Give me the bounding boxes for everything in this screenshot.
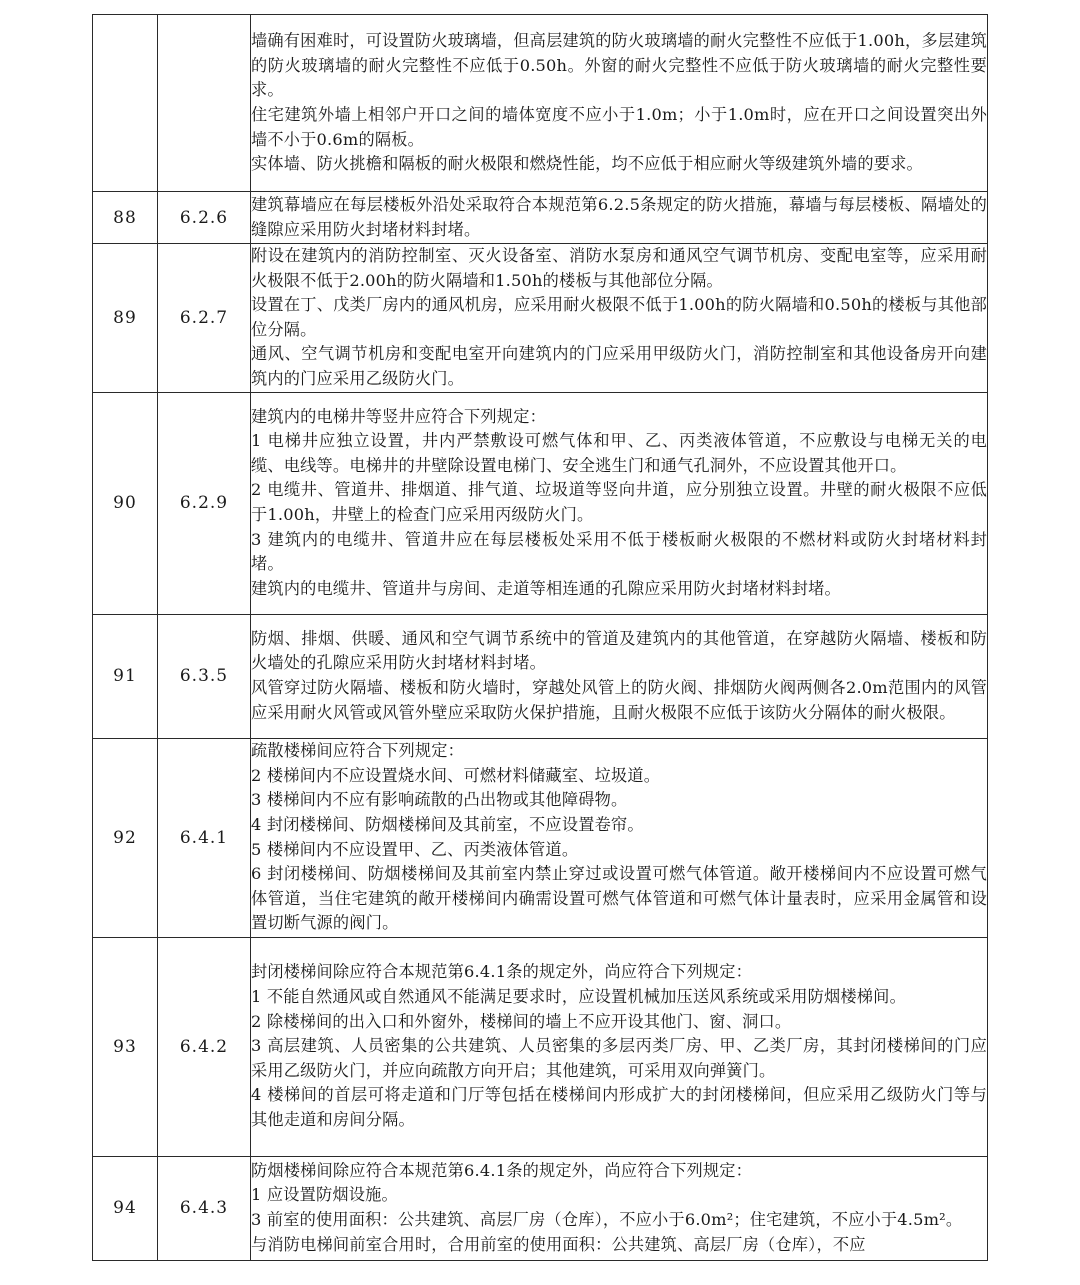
provision-content-cell [251, 244, 988, 393]
provision-paragraph: 实体墙、防火挑檐和隔板的耐火极限和燃烧性能，均不应低于相应耐火等级建筑外墙的要求。 [251, 154, 923, 174]
provision-content-cell [251, 192, 988, 244]
provision-paragraph: 1 不能自然通风或自然通风不能满足要求时，应设置机械加压送风系统或采用防烟楼梯间。 [251, 987, 906, 1007]
row-number-cell: 90 [93, 392, 158, 614]
table-row [93, 614, 988, 738]
provision-paragraph: 疏散楼梯间应符合下列规定： [251, 741, 465, 761]
provision-paragraph: 3 前室的使用面积：公共建筑、高层厂房（仓库），不应小于6.0m²；住宅建筑，不应小于4.5m²。 [251, 1210, 963, 1230]
row-number-cell: 88 [93, 192, 158, 244]
provision-content-cell [251, 614, 988, 738]
provision-paragraph: 2 除楼梯间的出入口和外窗外，楼梯间的墙上不应开设其他门、窗、洞口。 [251, 1011, 792, 1031]
table-row [93, 244, 988, 393]
provision-paragraph: 1 电梯井应独立设置，井内严禁敷设可燃气体和甲、乙、丙类液体管道，不应敷设与电梯无关的电缆、电线等。电梯井的井壁除设置电梯门、安全逃生门和通气孔洞外，不应设置其他开口。 [251, 431, 987, 475]
provision-content-cell [251, 392, 988, 614]
clause-number-cell: 6.4.2 [158, 937, 251, 1156]
table-row [93, 1156, 988, 1260]
clause-number-cell: 6.2.9 [158, 392, 251, 614]
provision-paragraph: 3 楼梯间内不应有影响疏散的凸出物或其他障碍物。 [251, 790, 628, 810]
provision-paragraph: 4 楼梯间的首层可将走道和门厅等包括在楼梯间内形成扩大的封闭楼梯间，但应采用乙级防火门等与其他走道和房间分隔。 [251, 1085, 987, 1130]
clause-number-cell: 6.2.7 [158, 244, 251, 393]
clause-number-cell: 6.4.1 [158, 738, 251, 937]
provision-content-cell [251, 937, 988, 1156]
table-row [93, 392, 988, 614]
table-row [93, 15, 988, 192]
provision-paragraph: 6 封闭楼梯间、防烟楼梯间及其前室内禁止穿过或设置可燃气体管道。敞开楼梯间内不应设置可燃气体管道，当住宅建筑的敞开楼梯间内确需设置可燃气体管道和可燃气体计量表时，应采用金属管和设置切断气源的阀门。 [251, 864, 987, 933]
provision-paragraph: 5 楼梯间内不应设置甲、乙、丙类液体管道。 [251, 839, 579, 859]
row-number-cell: 92 [93, 738, 158, 937]
provision-paragraph: 通风、空气调节机房和变配电室开向建筑内的门应采用甲级防火门，消防控制室和其他设备房开向建筑内的门应采用乙级防火门。 [251, 344, 987, 388]
provision-content-cell [251, 738, 988, 937]
provision-paragraph: 附设在建筑内的消防控制室、灭火设备室、消防水泵房和通风空气调节机房、变配电室等，应采用耐火极限不低于2.00h的防火隔墙和1.50h的楼板与其他部位分隔。 [251, 246, 987, 290]
provision-paragraph: 建筑内的电梯井等竖井应符合下列规定： [251, 406, 546, 426]
row-number-cell: 89 [93, 244, 158, 393]
provision-paragraph: 封闭楼梯间除应符合本规范第6.4.1条的规定外，尚应符合下列规定： [251, 962, 753, 982]
provision-content-cell [251, 15, 988, 192]
provision-paragraph: 设置在丁、戊类厂房内的通风机房，应采用耐火极限不低于1.00h的防火隔墙和0.50h的楼板与其他部位分隔。 [251, 295, 987, 339]
provision-content-cell [251, 1156, 988, 1260]
table-row [93, 192, 988, 244]
row-number-cell: 91 [93, 614, 158, 738]
clause-number-cell: 6.3.5 [158, 614, 251, 738]
provision-paragraph: 建筑幕墙应在每层楼板外沿处采取符合本规范第6.2.5条规定的防火措施，幕墙与每层楼板、隔墙处的缝隙应采用防火封堵材料封堵。 [251, 194, 987, 239]
table-body [93, 15, 988, 1261]
provision-paragraph: 2 电缆井、管道井、排烟道、排气道、垃圾道等竖向井道，应分别独立设置。井壁的耐火极限不应低于1.00h，井壁上的检查门应采用丙级防火门。 [251, 480, 987, 525]
provision-paragraph: 3 建筑内的电缆井、管道井应在每层楼板处采用不低于楼板耐火极限的不燃材料或防火封堵材料封堵。 [251, 529, 987, 574]
clause-number-cell: 6.2.6 [158, 192, 251, 244]
provision-paragraph: 风管穿过防火隔墙、楼板和防火墙时，穿越处风管上的防火阀、排烟防火阀两侧各2.0m范围内的风管应采用耐火风管或风管外壁应采取防火保护措施，且耐火极限不应低于该防火分隔体的耐火极限。 [251, 678, 987, 722]
provision-paragraph: 1 应设置防烟设施。 [251, 1185, 398, 1205]
row-number-cell: 93 [93, 937, 158, 1156]
provision-paragraph: 3 高层建筑、人员密集的公共建筑、人员密集的多层丙类厂房、甲、乙类厂房，其封闭楼梯间的门应采用乙级防火门，并应向疏散方向开启；其他建筑，可采用双向弹簧门。 [251, 1036, 987, 1080]
provision-paragraph: 防烟、排烟、供暖、通风和空气调节系统中的管道及建筑内的其他管道，在穿越防火隔墙、楼板和防火墙处的孔隙应采用防火封堵材料封堵。 [251, 628, 987, 673]
provision-paragraph: 建筑内的电缆井、管道井与房间、走道等相连通的孔隙应采用防火封堵材料封堵。 [251, 578, 841, 598]
provision-paragraph: 4 封闭楼梯间、防烟楼梯间及其前室，不应设置卷帘。 [251, 814, 644, 834]
provision-paragraph: 与消防电梯间前室合用时，合用前室的使用面积：公共建筑、高层厂房（仓库），不应 [251, 1234, 866, 1254]
row-number-cell: 94 [93, 1156, 158, 1260]
provision-paragraph: 2 楼梯间内不应设置烧水间、可燃材料储藏室、垃圾道。 [251, 765, 661, 785]
provision-paragraph: 防烟楼梯间除应符合本规范第6.4.1条的规定外，尚应符合下列规定： [251, 1160, 753, 1180]
table-row [93, 738, 988, 937]
provision-paragraph: 墙确有困难时，可设置防火玻璃墙，但高层建筑的防火玻璃墙的耐火完整性不应低于1.00h，多层建筑的防火玻璃墙的耐火完整性不应低于0.50h。外窗的耐火完整性不应低于防火玻璃墙的耐火完整性要求。 [251, 31, 987, 100]
table-row [93, 937, 988, 1156]
row-number-cell [93, 15, 158, 192]
provision-paragraph: 住宅建筑外墙上相邻户开口之间的墙体宽度不应小于1.0m；小于1.0m时，应在开口之间设置突出外墙不小于0.6m的隔板。 [251, 105, 987, 149]
clause-number-cell: 6.4.3 [158, 1156, 251, 1260]
clause-number-cell [158, 15, 251, 192]
regulation-table [92, 14, 988, 1261]
